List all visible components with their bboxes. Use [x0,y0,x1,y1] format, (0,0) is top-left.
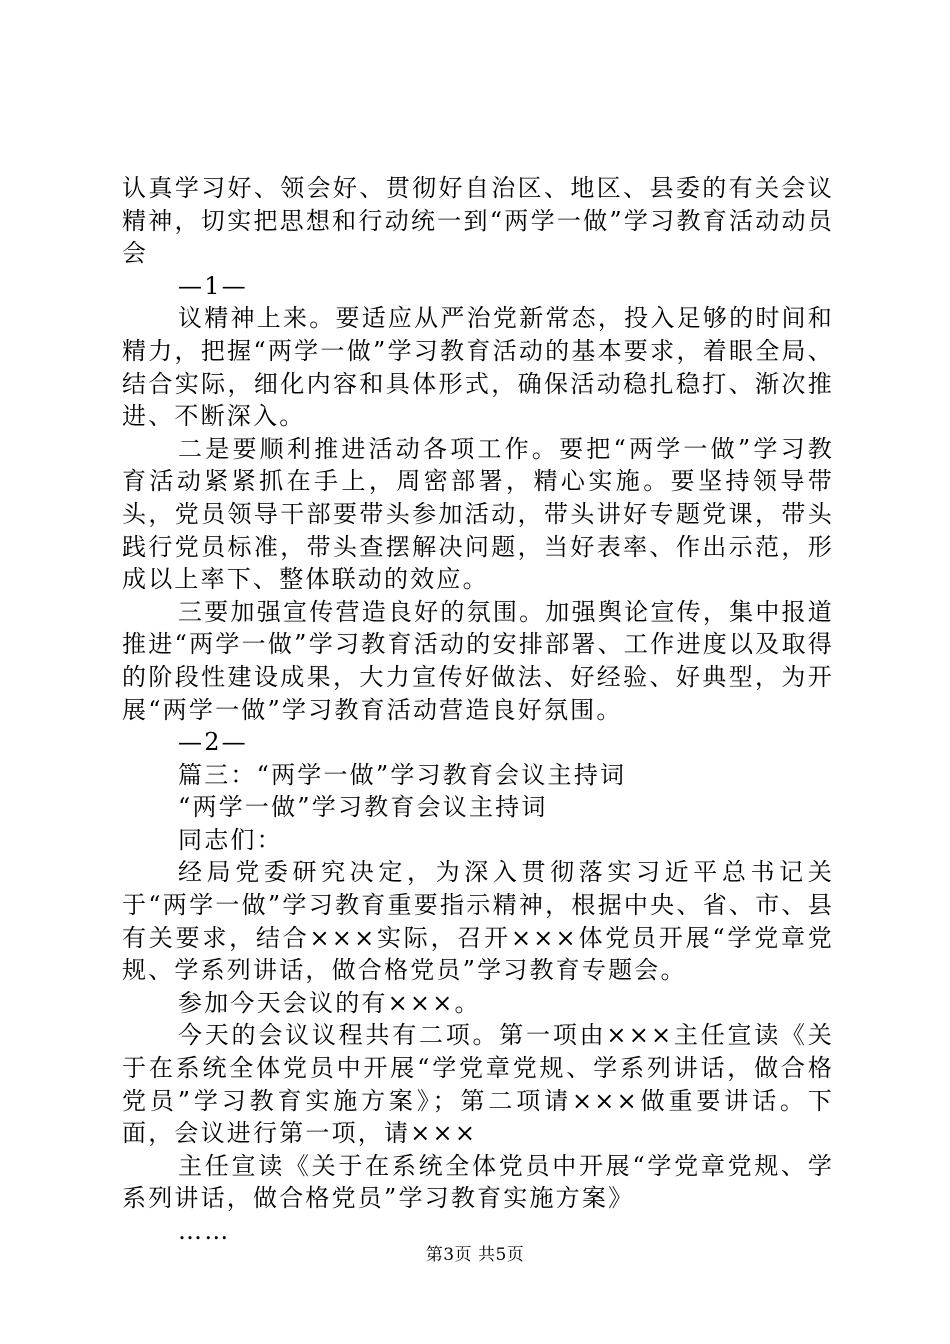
page-number-marker: —2— [178,728,248,757]
paragraph: 议精神上来。要适应从严治党新常态，投入足够的时间和精力，把握“两学一做”学习教育活动的基本要求，着眼全局、结合实际，细化内容和具体形式，确保活动稳扎稳打、渐次推进、不断深入。 [122,304,834,431]
paragraph: 参加今天会议的有×××。 [178,988,481,1017]
paragraph: 今天的会议议程共有二项。第一项由×××主任宣读《关于在系统全体党员中开展“学党章党规、学系列讲话，做合格党员”学习教育实施方案》；第二项请×××做重要讲话。下面，会议进行第一项，请××× [122,1021,834,1148]
page-footer: 第3页 共5页 [425,1245,525,1265]
paragraph: 经局党委研究决定，为深入贯彻落实习近平总书记关于“两学一做”学习教育重要指示精神，根据中央、省、市、县有关要求，结合×××实际，召开×××体党员开展“学党章党规、学系列讲话，做合格党员”学习教育专题会。 [122,858,834,985]
section-heading: 篇三：“两学一做”学习教育会议主持词 [178,760,627,789]
section-title: “两学一做”学习教育会议主持词 [178,793,548,822]
paragraph: 主任宣读《关于在系统全体党员中开展“学党章党规、学系列讲话，做合格党员”学习教育实施方案》 [122,1151,834,1213]
ellipsis: …… [178,1217,231,1245]
paragraph: 认真学习好、领会好、贯彻好自治区、地区、县委的有关会议精神，切实把思想和行动统一到“两学一做”学习教育活动动员会 [122,174,834,268]
salutation: 同志们： [178,825,283,854]
document-body [122,172,834,1248]
page-number-marker: —1— [178,271,248,300]
paragraph: 三要加强宣传营造良好的氛围。加强舆论宣传，集中报道推进“两学一做”学习教育活动的安排部署、工作进度以及取得的阶段性建设成果，大力宣传好做法、好经验、好典型，为开展“两学一做”学习教育活动营造良好氛围。 [122,597,834,724]
paragraph: 二是要顺利推进活动各项工作。要把“两学一做”学习教育活动紧紧抓在手上，周密部署，精心实施。要坚持领导带头，党员领导干部要带头参加活动，带头讲好专题党课，带头践行党员标准，带头查摆解决问题，当好表率、作出示范，形成以上率下、整体联动的效应。 [122,434,834,594]
